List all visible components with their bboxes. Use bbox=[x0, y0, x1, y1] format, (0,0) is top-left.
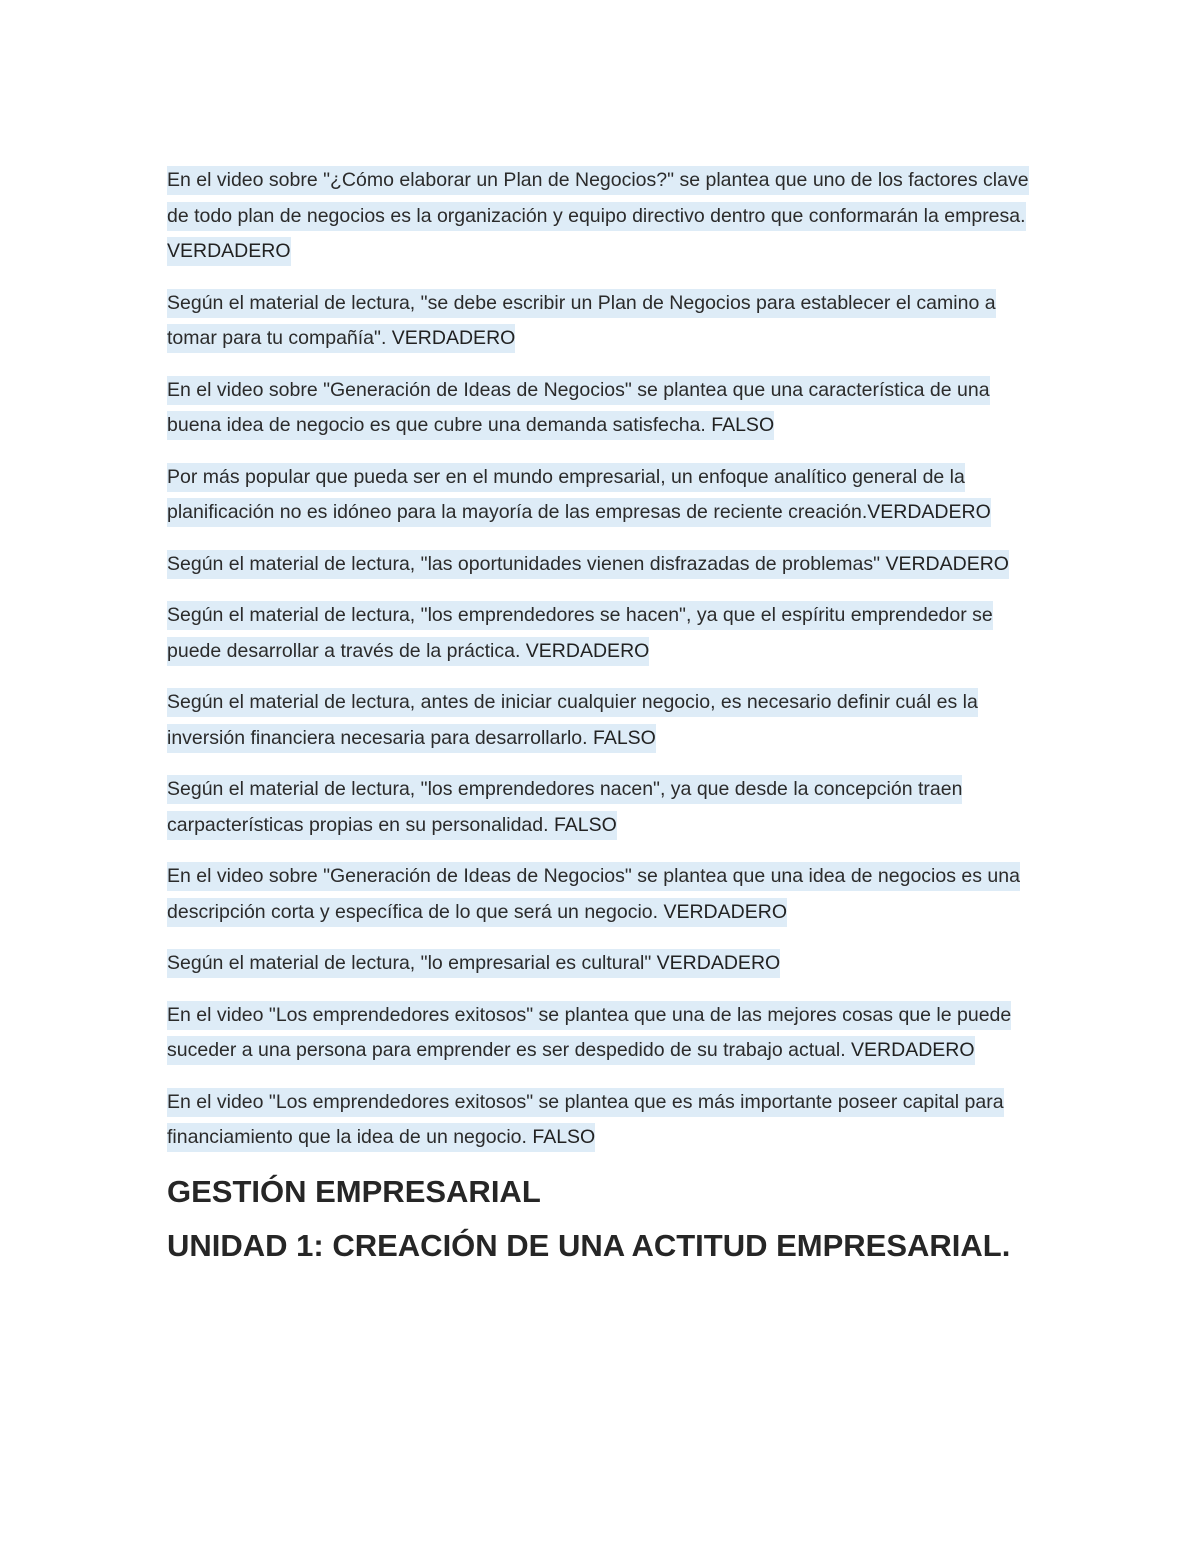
question-answer: VERDADERO bbox=[880, 552, 1009, 575]
question-highlight bbox=[167, 376, 990, 441]
question-answer: VERDADERO bbox=[520, 639, 650, 662]
question-text: Según el material de lectura, antes de iniciar cualquier negocio, es necesario definir cuál es la inversión financiera necesaria para desarrollarlo. bbox=[167, 691, 978, 749]
question-answer: FALSO bbox=[548, 813, 617, 836]
question-text: Según el material de lectura, "las oportunidades vienen disfrazadas de problemas" bbox=[167, 552, 881, 575]
question-answer: VERDADERO bbox=[386, 327, 516, 349]
question-text: Por más popular que pueda ser en el mundo empresarial, un enfoque analítico general de la planificación no es idóneo para la mayoría de las empresas de reciente creación. bbox=[167, 465, 965, 523]
question-text: Según el material de lectura, "los emprendedores se hacen", ya que el espíritu emprendedor se puede desarrollar a través de la práctica. bbox=[167, 604, 993, 662]
course-heading: GESTIÓN EMPRESARIAL bbox=[167, 1173, 541, 1209]
question-text: En el video sobre "¿Cómo elaborar un Plan de Negocios?" se plantea que uno de los factores clave de todo plan de negocios es la organización y equipo directivo dentro que conformarán la empresa. bbox=[167, 169, 1029, 227]
question-1 bbox=[167, 163, 1035, 270]
question-text: Según el material de lectura, "se debe escribir un Plan de Negocios para establecer el camino a tomar para tu compañía". bbox=[167, 291, 996, 349]
question-answer: VERDADERO bbox=[167, 240, 291, 262]
question-6 bbox=[167, 598, 1035, 669]
question-answer: VERDADERO bbox=[867, 501, 991, 523]
question-highlight bbox=[167, 166, 1029, 266]
question-answer: FALSO bbox=[526, 1126, 596, 1148]
question-5 bbox=[167, 547, 1035, 583]
question-text: En el video sobre "Generación de Ideas de Negocios" se plantea que una idea de negocios es una descripción corta y específica de lo que será un negocio. bbox=[167, 865, 1020, 923]
question-text: Según el material de lectura, "lo empresarial es cultural" bbox=[167, 952, 652, 974]
question-highlight bbox=[167, 949, 780, 978]
question-highlight bbox=[167, 775, 962, 840]
question-text: En el video sobre "Generación de Ideas de Negocios" se plantea que una característica de una buena idea de negocio es que cubre una demanda satisfecha. bbox=[167, 378, 990, 436]
question-text: Según el material de lectura, "los emprendedores nacen", ya que desde la concepción traen carpacterísticas propias en su personalidad. bbox=[167, 778, 963, 836]
document-page bbox=[167, 163, 1035, 1266]
unit-heading: UNIDAD 1: CREACIÓN DE UNA ACTITUD EMPRESARIAL. bbox=[167, 1227, 1011, 1263]
question-highlight bbox=[167, 550, 1009, 579]
question-highlight bbox=[167, 688, 978, 753]
question-highlight bbox=[167, 289, 996, 354]
question-10 bbox=[167, 946, 1035, 982]
question-12 bbox=[167, 1085, 1035, 1156]
question-answer: VERDADERO bbox=[845, 1039, 975, 1061]
question-highlight bbox=[167, 1001, 1011, 1066]
question-2 bbox=[167, 286, 1035, 357]
question-highlight bbox=[167, 463, 991, 528]
question-7 bbox=[167, 685, 1035, 756]
question-text: En el video "Los emprendedores exitosos" se plantea que es más importante poseer capital para financiamiento que la idea de un negocio. bbox=[167, 1090, 1004, 1148]
question-4 bbox=[167, 460, 1035, 531]
question-8 bbox=[167, 772, 1035, 843]
question-9 bbox=[167, 859, 1035, 930]
question-highlight bbox=[167, 601, 993, 666]
question-highlight bbox=[167, 1088, 1004, 1153]
question-3 bbox=[167, 373, 1035, 444]
question-answer: VERDADERO bbox=[658, 900, 787, 923]
question-highlight bbox=[167, 862, 1020, 927]
question-text: En el video "Los emprendedores exitosos" se plantea que una de las mejores cosas que le puede suceder a una persona para emprender es ser despedido de su trabajo actual. bbox=[167, 1003, 1012, 1061]
question-answer: FALSO bbox=[587, 726, 656, 749]
question-11 bbox=[167, 998, 1035, 1069]
question-answer: FALSO bbox=[705, 414, 775, 436]
question-answer: VERDADERO bbox=[651, 952, 781, 974]
